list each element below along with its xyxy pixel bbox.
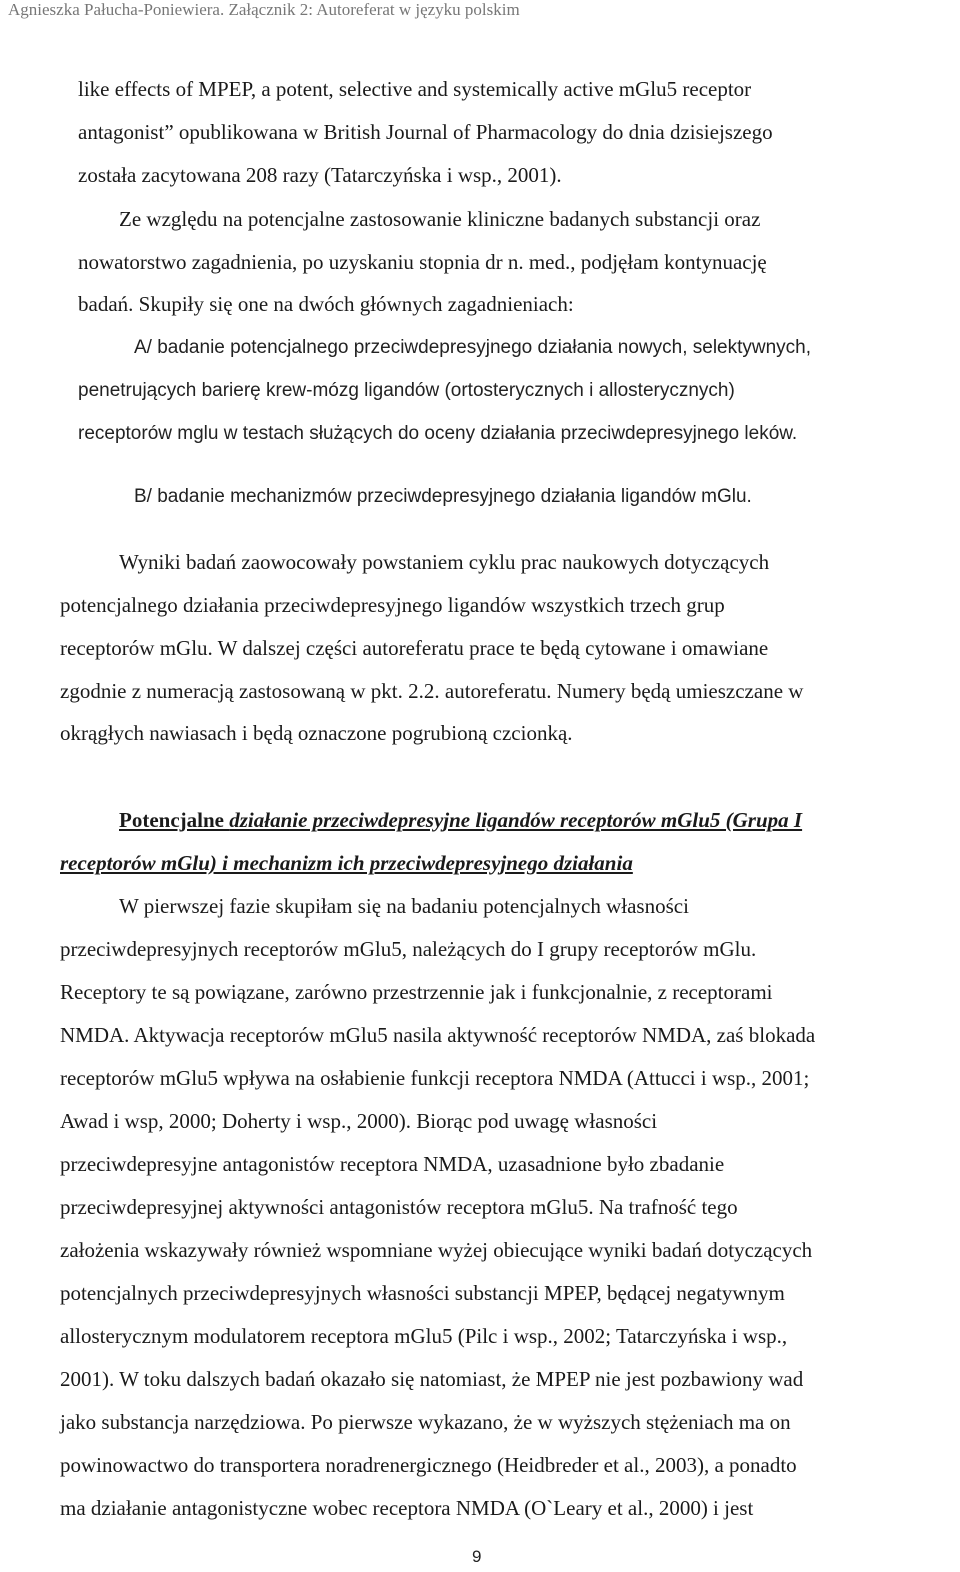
text-line: 2001). W toku dalszych badań okazało się natomiast, że MPEP nie jest pozbawiony wad [60,1367,804,1391]
text-line: założenia wskazywały również wspomniane wyżej obiecujące wyniki badań dotyczących [60,1238,813,1262]
text-line: allosterycznym modulatorem receptora mGlu5 (Pilc i wsp., 2002; Tatarczyńska i wsp., [60,1324,788,1348]
text-line: potencjalnego działania przeciwdepresyjnego ligandów wszystkich trzech grup [60,593,725,617]
text-line: Wyniki badań zaowocowały powstaniem cyklu prac naukowych dotyczących [119,550,770,574]
heading-part: receptorów mGlu) i mechanizm ich przeciwdepresyjnego działania [60,851,633,875]
text-line: zgodnie z numeracją zastosowaną w pkt. 2.2. autoreferatu. Numery będą umieszczane w [60,679,804,703]
text-line: badań. Skupiły się one na dwóch głównych zagadnieniach: [78,292,574,316]
text-line: jako substancja narzędziowa. Po pierwsze wykazano, że w wyższych stężeniach ma on [60,1410,791,1434]
text-line: antagonist” opublikowana w British Journal of Pharmacology do dnia dzisiejszego [78,120,773,144]
text-line: receptorów mGlu5 wpływa na osłabienie funkcji receptora NMDA (Attucci i wsp., 2001; [60,1066,810,1090]
text-line: receptorów mglu w testach służących do oceny działania przeciwdepresyjnego leków. [78,423,798,444]
page-number: 9 [472,1547,482,1566]
text-line: W pierwszej fazie skupiłam się na badaniu potencjalnych własności [119,894,689,918]
text-line: penetrujących barierę krew-mózg ligandów (ortosterycznych i allosterycznych) [78,380,735,401]
text-line: A/ badanie potencjalnego przeciwdepresyjnego działania nowych, selektywnych, [134,337,812,358]
text-line: potencjalnych przeciwdepresyjnych własności substancji MPEP, będącej negatywnym [60,1281,785,1305]
running-header: Agnieszka Pałucha-Poniewiera. Załącznik 2: Autoreferat w języku polskim [8,0,520,19]
text-line: powinowactwo do transportera noradrenergicznego (Heidbreder et al., 2003), a ponadto [60,1453,797,1477]
heading-part: Potencjalne [119,808,230,832]
text-line: przeciwdepresyjnych receptorów mGlu5, należących do I grupy receptorów mGlu. [60,937,757,961]
text-line: like effects of MPEP, a potent, selective and systemically active mGlu5 receptor [78,77,752,101]
heading-part: działanie przeciwdepresyjne ligandów receptorów mGlu5 (Grupa I [229,808,803,832]
section-heading [119,807,802,833]
text-line: Receptory te są powiązane, zarówno przestrzennie jak i funkcjonalnie, z receptorami [60,980,773,1004]
text-line: NMDA. Aktywacja receptorów mGlu5 nasila aktywność receptorów NMDA, zaś blokada [60,1023,816,1047]
text-line: przeciwdepresyjnej aktywności antagonistów receptora mGlu5. Na trafność tego [60,1195,738,1219]
text-line: przeciwdepresyjne antagonistów receptora NMDA, uzasadnione było zbadanie [60,1152,725,1176]
text-line: ma działanie antagonistyczne wobec receptora NMDA (O`Leary et al., 2000) i jest [60,1496,754,1520]
text-line: okrągłych nawiasach i będą oznaczone pogrubioną czcionką. [60,721,573,745]
text-line: została zacytowana 208 razy (Tatarczyńska i wsp., 2001). [78,163,562,187]
text-line: receptorów mGlu. W dalszej części autoreferatu prace te będą cytowane i omawiane [60,636,769,660]
text-line: B/ badanie mechanizmów przeciwdepresyjnego działania ligandów mGlu. [134,486,752,507]
text-line: Ze względu na potencjalne zastosowanie kliniczne badanych substancji oraz [119,207,761,231]
section-heading [60,850,633,876]
text-line: Awad i wsp, 2000; Doherty i wsp., 2000). Biorąc pod uwagę własności [60,1109,658,1133]
text-line: nowatorstwo zagadnienia, po uzyskaniu stopnia dr n. med., podjęłam kontynuację [78,250,767,274]
